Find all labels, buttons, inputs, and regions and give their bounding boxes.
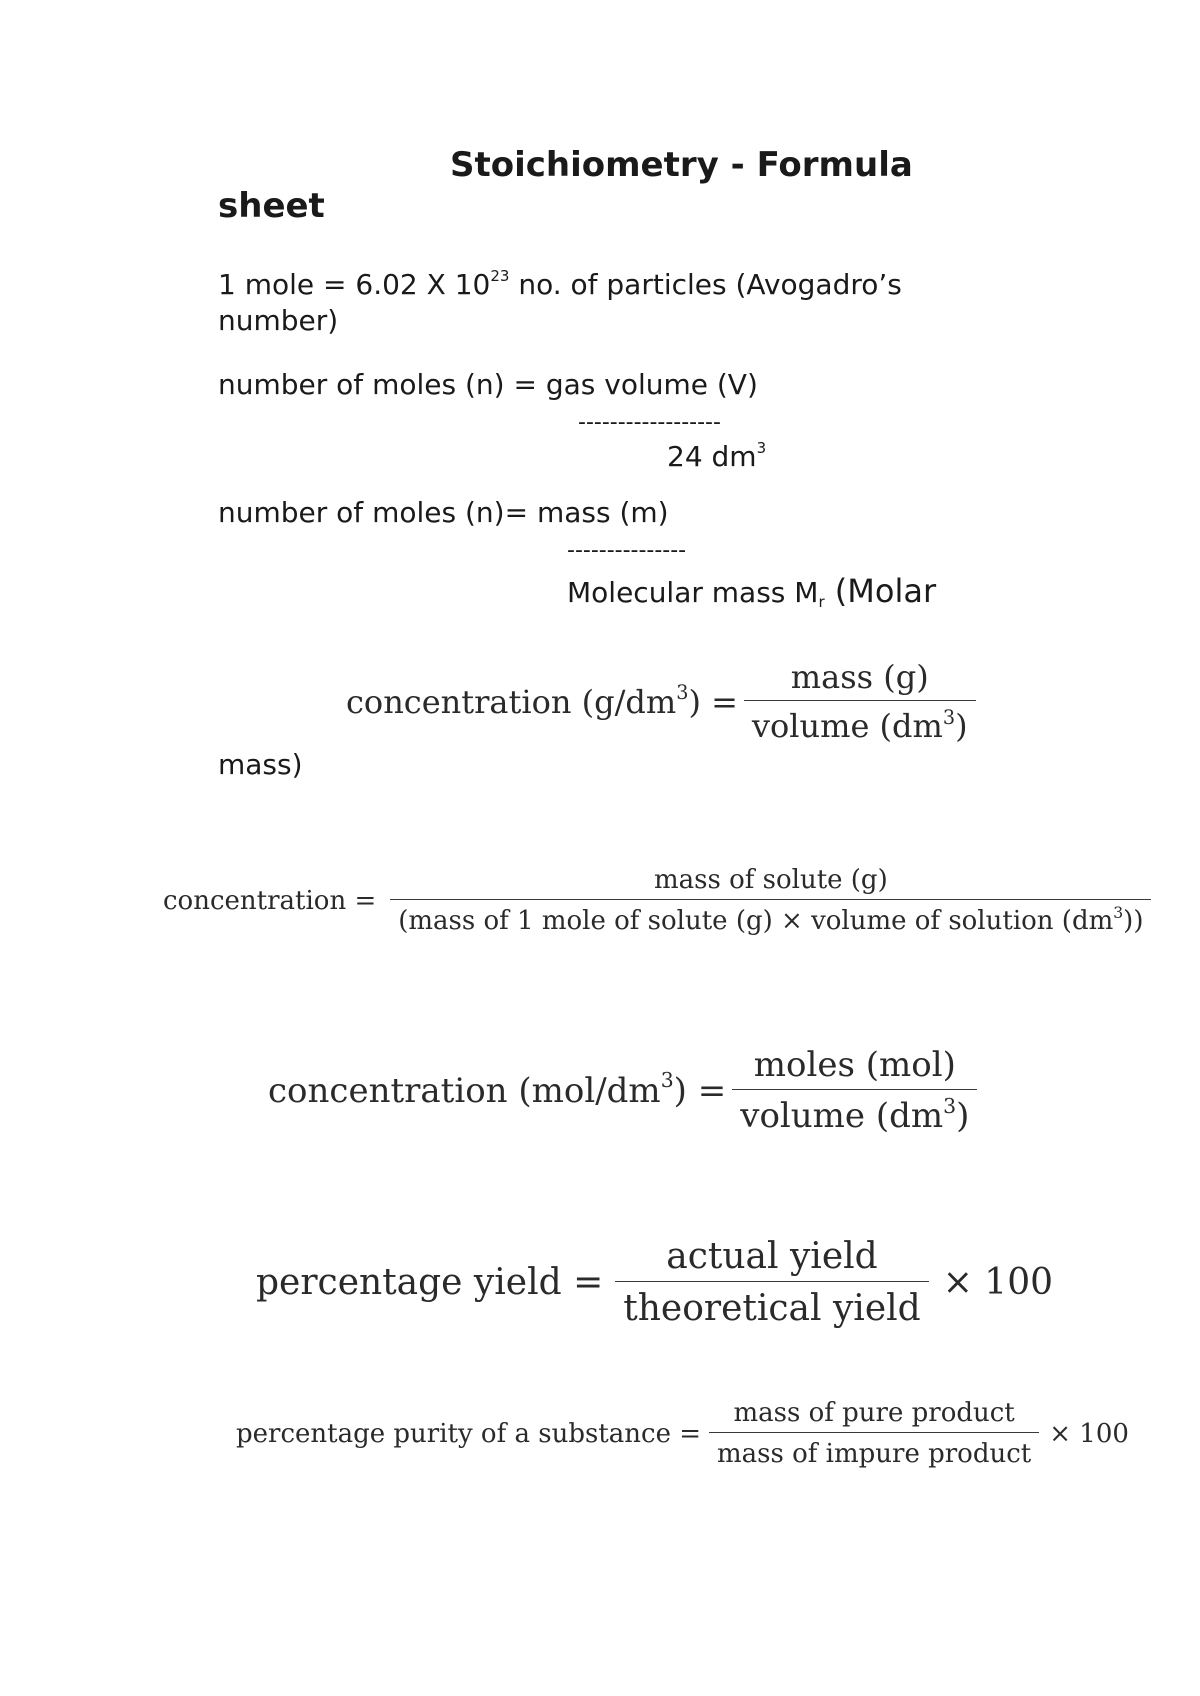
- equation-lhs-close: ) =: [673, 1070, 727, 1111]
- equation-numerator: mass of solute (g): [653, 865, 888, 895]
- equation-concentration-g: [346, 658, 982, 745]
- equation-fraction: [390, 865, 1151, 936]
- avogadro-lhs: 1 mole = 6.02 X 10: [218, 268, 491, 301]
- equation-denominator-close: ): [955, 707, 968, 745]
- equation-denominator: [732, 1090, 977, 1136]
- equation-percentage-yield: [256, 1236, 1053, 1329]
- moles-gas-divider: ------------------: [578, 410, 721, 435]
- equation-fraction: [744, 658, 976, 745]
- equation-lhs: concentration =: [163, 885, 377, 916]
- moles-mass-denominator-sub: r: [818, 593, 825, 611]
- moles-gas-line: [218, 368, 758, 401]
- moles-mass-divider: ---------------: [567, 538, 687, 563]
- equation-lhs-exp: 3: [676, 681, 689, 705]
- equation-numerator: mass of pure product: [733, 1398, 1015, 1428]
- page-title-wrap: sheet: [218, 186, 325, 226]
- equation-lhs-close: ) =: [688, 682, 738, 721]
- equation-percentage-purity: [236, 1398, 1129, 1469]
- equation-lhs-exp: 3: [660, 1068, 674, 1093]
- equation-denominator-text: volume (dm: [740, 1096, 944, 1136]
- moles-gas-denominator-exp: 3: [756, 439, 767, 457]
- moles-gas-denominator: [667, 440, 766, 473]
- equation-denominator: [390, 900, 1151, 936]
- equation-denominator: mass of impure product: [717, 1439, 1032, 1469]
- equation-lhs: percentage yield =: [256, 1262, 604, 1303]
- equation-concentration-mol: [268, 1045, 983, 1136]
- moles-mass-numerator: mass (m): [536, 496, 669, 529]
- moles-mass-denominator-tail: (Molar: [824, 572, 937, 610]
- moles-gas-denominator-text: 24 dm: [667, 440, 757, 473]
- moles-gas-numerator: gas volume (V): [545, 368, 758, 401]
- equation-lhs: [346, 683, 738, 721]
- moles-mass-denominator: [567, 572, 936, 610]
- moles-mass-lhs: number of moles (n)=: [218, 496, 537, 529]
- avogadro-line: [218, 268, 902, 301]
- moles-mass-line: [218, 496, 669, 529]
- avogadro-exponent: 23: [490, 267, 510, 285]
- equation-denominator: [744, 701, 976, 745]
- equation-lhs: [268, 1068, 727, 1111]
- equation-numerator: actual yield: [666, 1236, 878, 1277]
- equation-denominator-close: )): [1123, 906, 1144, 936]
- equation-denominator-close: ): [956, 1096, 970, 1136]
- moles-mass-denominator-text: Molecular mass M: [567, 576, 819, 609]
- equation-multiplier: × 100: [942, 1262, 1054, 1303]
- equation-fraction: [732, 1045, 977, 1136]
- equation-lhs-text: concentration (g/dm: [346, 682, 677, 721]
- moles-mass-wrap: mass): [218, 748, 303, 781]
- equation-denominator-exp: 3: [942, 705, 956, 729]
- equation-numerator: mass (g): [790, 658, 929, 696]
- avogadro-wrap: number): [218, 304, 339, 337]
- equation-denominator-text: (mass of 1 mole of solute (g) × volume of solution (dm: [398, 906, 1114, 936]
- equation-numerator: moles (mol): [753, 1045, 956, 1085]
- equation-denominator-exp: 3: [1113, 904, 1124, 923]
- moles-gas-lhs: number of moles (n) =: [218, 368, 546, 401]
- equation-lhs-text: concentration (mol/dm: [268, 1070, 661, 1111]
- equation-fraction: [709, 1398, 1039, 1469]
- equation-denominator-text: volume (dm: [751, 707, 943, 745]
- equation-concentration-solute: [163, 865, 1157, 936]
- equation-multiplier: × 100: [1049, 1418, 1129, 1449]
- equation-denominator: theoretical yield: [623, 1288, 921, 1329]
- equation-lhs: percentage purity of a substance =: [236, 1418, 702, 1449]
- equation-denominator-exp: 3: [943, 1093, 957, 1118]
- avogadro-rhs: no. of particles (Avogadro’s: [509, 268, 902, 301]
- equation-fraction: [615, 1236, 928, 1329]
- page-title: Stoichiometry - Formula: [450, 145, 913, 185]
